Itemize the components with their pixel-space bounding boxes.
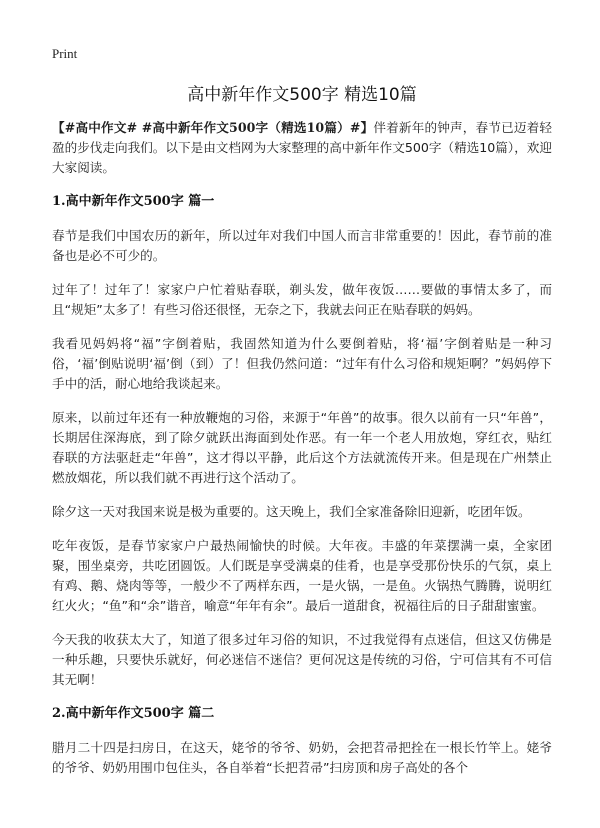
intro-tags: 【#高中作文# #高中新年作文500字（精选10篇）#】 — [52, 120, 374, 135]
paragraph: 今天我的收获太大了，知道了很多过年习俗的知识，不过我觉得有点迷信，但这又仿佛是一种乐趣，只要快乐就好，何必迷信不迷信？更何况这是传统的习俗，宁可信其有不可信其无啊！ — [52, 632, 552, 687]
paragraph: 腊月二十四是扫房日，在这天，姥爷的爷爷、奶奶，会把苕帚把拴在一根长竹竿上。姥爷的爷爷、奶奶用围巾包住头，各自举着“长把苕帚”扫房顶和房子高处的各个 — [52, 740, 552, 775]
paragraph: 我看见妈妈将“福”字倒着贴，我固然知道为什么要倒着贴，将‘福’字倒着贴是一种习俗，‘福’倒贴说明‘福’倒（到）了！但我仍然问道：“过年有什么习俗和规矩啊？”妈妈停下手中的活，耐心地给我谈起来。 — [52, 336, 552, 391]
section-heading: 2.高中新年作文500字 篇二 — [52, 706, 215, 721]
section-2 — [52, 704, 552, 778]
section-heading: 1.高中新年作文500字 篇一 — [52, 194, 215, 209]
page-title: 高中新年作文500字 精选10篇 — [187, 85, 417, 105]
article-body — [52, 118, 552, 792]
paragraph: 春节是我们中国农历的新年，所以过年对我们中国人而言非常重要的！因此，春节前的准备也是必不可少的。 — [52, 228, 552, 263]
print-link[interactable]: Print — [52, 46, 78, 61]
intro-paragraph — [52, 118, 552, 178]
paragraph: 过年了！过年了！家家户户忙着贴春联，剃头发，做年夜饭……要做的事情太多了，而且“规矩”太多了！有些习俗还很怪，无奈之下，我就去问正在贴春联的妈妈。 — [52, 282, 552, 317]
paragraph: 吃年夜饭，是春节家家户户最热闹愉快的时候。大年夜。丰盛的年菜摆满一桌，全家团聚，围坐桌旁，共吃团圆饭。人们既是享受满桌的佳肴，也是享受那份快乐的气氛，桌上有鸡、鹅、烧肉等等，一般少不了两样东西，一是火锅，一是鱼。火锅热气腾腾，说明红红火火；“鱼”和“余”谐音，喻意“年年有余”。最后一道甜食，祝福往后的日子甜甜蜜蜜。 — [52, 538, 552, 613]
section-1 — [52, 192, 552, 690]
paragraph: 原来，以前过年还有一种放鞭炮的习俗，来源于“年兽”的故事。很久以前有一只“年兽”，长期居住深海底，到了除夕就跃出海面到处作恶。有一年一个老人用放炮，穿红衣，贴红春联的方法驱赶走“年兽”，这才得以平静，此后这个方法就流传开来。但是现在广州禁止燃放烟花，所以我们就不再进行这个活动了。 — [52, 410, 552, 485]
paragraph: 除夕这一天对我国来说是极为重要的。这天晚上，我们全家准备除旧迎新，吃团年饭。 — [52, 504, 531, 519]
intro-text: 伴着新年的钟声，春节已迈着轻盈的步伐走向我们。以下是由文档网为大家整理的高中新年作文500字（精选10篇），欢迎大家阅读。 — [52, 120, 552, 175]
